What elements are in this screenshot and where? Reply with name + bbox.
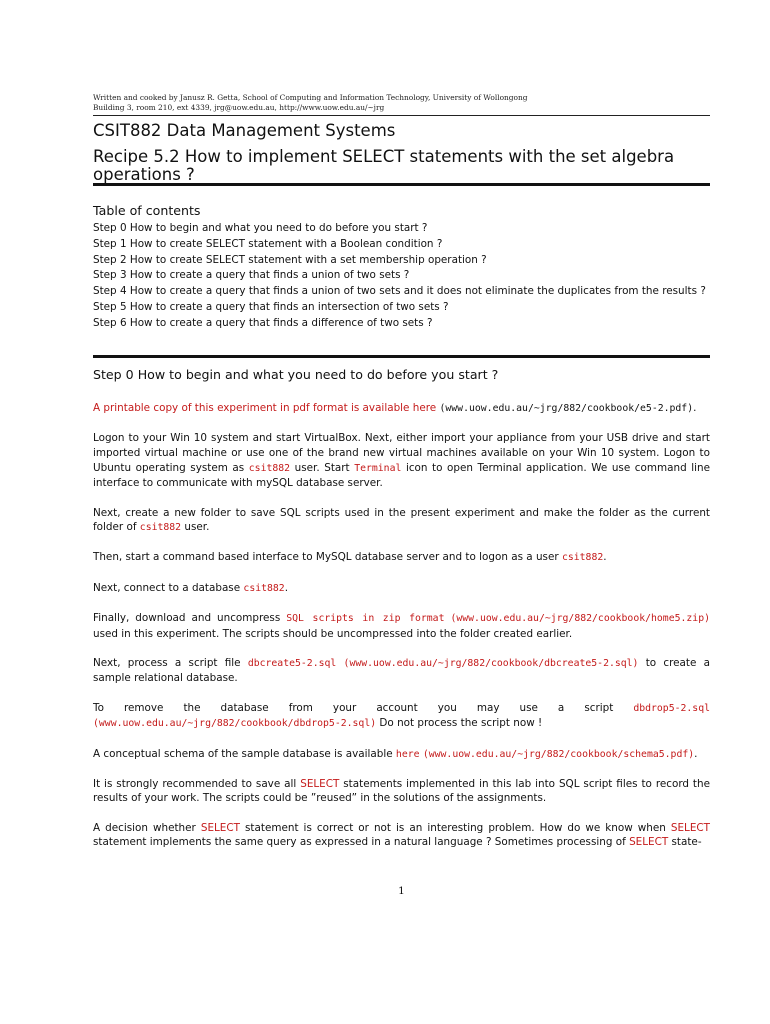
table-of-contents <box>93 221 713 332</box>
printable-copy-url[interactable]: (www.uow.edu.au/~jrg/882/cookbook/e5-2.pdf) <box>439 403 694 414</box>
step0-heading: Step 0 How to begin and what you need to do before you start ? <box>93 367 499 382</box>
paragraph-logon: Logon to your Win 10 system and start VirtualBox. Next, either import your appliance from your USB drive and start imported virtual machine or use one of the brand new virtual machines available on your Win 10 system. Logon to Ubuntu operating system as csit882 user. Start Terminal icon to open Terminal application. We use command line interface to communicate with mySQL database server. <box>93 432 710 490</box>
sql-scripts-zip-url[interactable]: (www.uow.edu.au/~jrg/882/cookbook/home5.zip) <box>450 612 710 624</box>
course-title: CSIT882 Data Management Systems <box>93 121 396 140</box>
toc-item-step5[interactable]: Step 5 How to create a query that finds an intersection of two sets ? <box>93 300 449 313</box>
paragraph-schema: A conceptual schema of the sample database is available here (www.uow.edu.au/~jrg/882/cookbook/schema5.pdf). <box>93 747 698 760</box>
paragraph-start-interface: Then, start a command based interface to MySQL database server and to logon as a user csit882. <box>93 551 607 564</box>
dbdrop-script-link[interactable]: dbdrop5-2.sql <box>633 702 710 714</box>
paragraph-printable-copy: A printable copy of this experiment in pdf format is available here (www.uow.edu.au/~jrg/882/cookbook/e5-2.pdf). <box>93 402 697 414</box>
terminal-keyword: Terminal <box>354 462 402 474</box>
paragraph-create-folder: Next, create a new folder to save SQL scripts used in the present experiment and make the folder as the current folder of csit882 user. <box>93 506 710 534</box>
page-number: 1 <box>398 885 405 897</box>
recipe-title: Recipe 5.2 How to implement SELECT statements with the set algebra operations ? <box>93 147 675 184</box>
select-keyword: SELECT <box>200 821 240 834</box>
title-rule <box>93 183 710 186</box>
paragraph-dbcreate: Next, process a script file dbcreate5-2.sql (www.uow.edu.au/~jrg/882/cookbook/dbcreate5-2.sql) to create a sample relational database. <box>93 656 710 685</box>
user-csit882: csit882 <box>248 462 291 474</box>
toc-item-step3[interactable]: Step 3 How to create a query that finds a union of two sets ? <box>93 269 410 282</box>
toc-item-step4[interactable]: Step 4 How to create a query that finds a union of two sets and it does not eliminate the duplicates from the results ? <box>93 285 706 298</box>
select-keyword: SELECT <box>300 777 340 790</box>
paragraph-connect-database: Next, connect to a database csit882. <box>93 581 289 594</box>
dbdrop-script-url[interactable]: (www.uow.edu.au/~jrg/882/cookbook/dbdrop5-2.sql) <box>93 718 377 730</box>
schema-link[interactable]: here <box>395 748 420 760</box>
header-line-1: Written and cooked by Janusz R. Getta, School of Computing and Information Technology, University of Wollongong <box>93 93 528 102</box>
paragraph-download-scripts: Finally, download and uncompress SQL scripts in zip format (www.uow.edu.au/~jrg/882/cookbook/home5.zip) used in this experiment. The scripts should be uncompressed into the folder created earlier. <box>93 611 710 640</box>
sql-scripts-zip-link[interactable]: SQL scripts in zip format <box>286 612 445 624</box>
toc-item-step2[interactable]: Step 2 How to create SELECT statement with a set membership operation ? <box>93 253 487 266</box>
printable-copy-link[interactable]: A printable copy of this experiment in pdf format is available here <box>93 402 437 414</box>
toc-item-step6[interactable]: Step 6 How to create a query that finds a difference of two sets ? <box>93 316 433 329</box>
author-header <box>93 93 710 112</box>
user-csit882: csit882 <box>561 552 604 564</box>
dbcreate-script-url[interactable]: (www.uow.edu.au/~jrg/882/cookbook/dbcreate5-2.sql) <box>343 657 639 669</box>
dbcreate-script-link[interactable]: dbcreate5-2.sql <box>247 657 337 669</box>
paragraph-recommendation: It is strongly recommended to save all SELECT statements implemented in this lab into SQL script files to record the results of your work. The scripts could be ”reused” in the solutions of the assignments. <box>93 777 710 805</box>
paragraph-dbdrop: To remove the database from your account you may use a script dbdrop5-2.sql (www.uow.edu.au/~jrg/882/cookbook/dbdrop5-2.sql) Do not process the script now ! <box>93 701 710 730</box>
toc-heading: Table of contents <box>93 203 201 218</box>
step0-body <box>93 401 710 865</box>
toc-item-step0[interactable]: Step 0 How to begin and what you need to do before you start ? <box>93 222 428 234</box>
header-rule <box>93 115 710 116</box>
select-keyword: SELECT <box>670 821 710 834</box>
toc-item-step1[interactable]: Step 1 How to create SELECT statement with a Boolean condition ? <box>93 237 443 250</box>
user-csit882: csit882 <box>139 522 182 534</box>
toc-rule <box>93 355 710 358</box>
database-csit882: csit882 <box>243 582 285 594</box>
select-keyword: SELECT <box>629 836 669 849</box>
schema-url[interactable]: (www.uow.edu.au/~jrg/882/cookbook/schema5.pdf) <box>422 748 695 760</box>
paragraph-decision: A decision whether SELECT statement is correct or not is an interesting problem. How do we know when SELECT statement implements the same query as expressed in a natural language ? Sometimes processing of SELECT state- <box>93 821 710 849</box>
header-line-2: Building 3, room 210, ext 4339, jrg@uow.edu.au, http://www.uow.edu.au/~jrg <box>93 102 385 112</box>
